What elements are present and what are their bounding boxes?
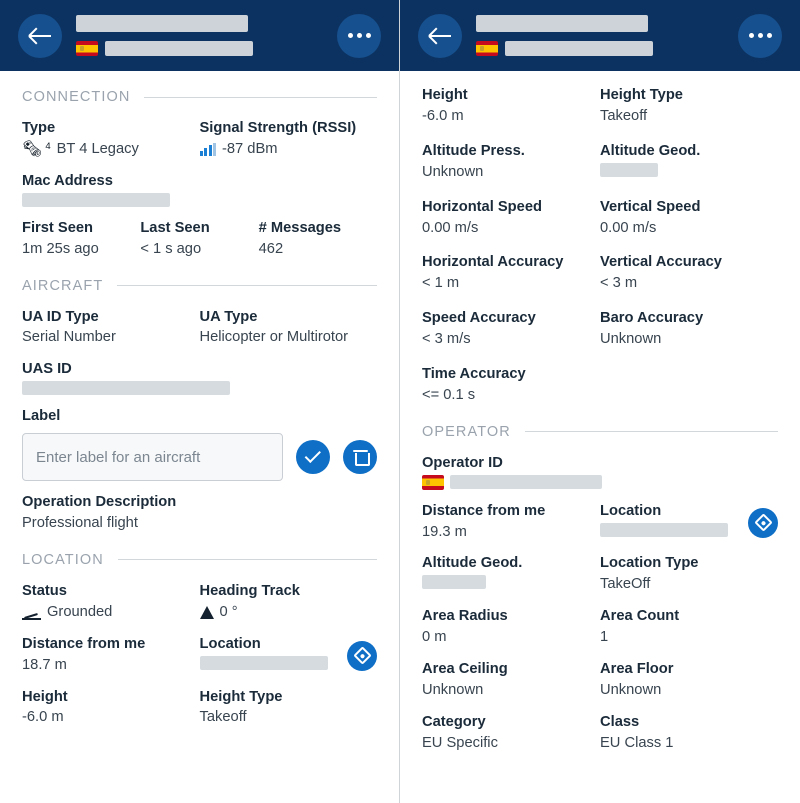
back-button[interactable] [18, 14, 62, 58]
locate-target-icon [353, 647, 371, 665]
field-label: Status [22, 582, 67, 599]
field-value: <= 0.1 s [422, 386, 476, 403]
field-location-type [600, 542, 778, 595]
more-options-icon [348, 33, 371, 38]
field-value-text: -87 dBm [222, 140, 278, 157]
field-value: < 1 s ago [140, 240, 202, 257]
field-value [600, 161, 778, 177]
field-vertical-accuracy [600, 238, 778, 294]
right-pane [400, 0, 800, 803]
field-value-text: BT 4 Legacy [56, 140, 139, 157]
label-input-row [22, 426, 377, 481]
field-value: -6.0 m [22, 709, 64, 726]
app-bar-right [400, 0, 800, 71]
field-label: Location [600, 502, 662, 519]
section-label-location: LOCATION [22, 551, 104, 568]
locate-on-map-button[interactable] [347, 641, 377, 671]
section-divider [525, 431, 778, 432]
grounded-icon [22, 606, 41, 620]
spain-flag-icon [76, 41, 98, 56]
subtitle-row [76, 41, 325, 56]
field-label: Height Type [199, 688, 283, 705]
spain-flag-icon [476, 41, 498, 56]
field-location [200, 623, 378, 676]
field-signal-strength [200, 107, 378, 160]
field-value: Takeoff [600, 107, 648, 124]
field-label: Altitude Geod. [422, 555, 523, 572]
field-value: < 1 m [422, 275, 460, 292]
field-area-radius [422, 595, 600, 648]
more-options-icon [749, 33, 772, 38]
field-label: Type [22, 120, 56, 136]
field-operation-description [22, 481, 377, 534]
field-value: 0.00 m/s [422, 219, 479, 236]
section-divider [144, 97, 377, 98]
field-label: Altitude Geod. [600, 142, 701, 159]
page-title-redacted [76, 15, 248, 32]
back-arrow-icon [429, 35, 451, 37]
section-label-aircraft: AIRCRAFT [22, 277, 104, 294]
field-value: 1m 25s ago [22, 240, 99, 257]
field-altitude-geodetic [422, 542, 600, 595]
section-divider [118, 559, 377, 560]
section-header-aircraft [22, 260, 377, 296]
field-altitude-pressure [422, 127, 600, 183]
field-label: Height Type [600, 87, 683, 103]
title-block [462, 15, 738, 56]
signal-bars-icon [200, 143, 217, 156]
page-subtitle-redacted [505, 41, 653, 56]
field-label: UAS ID [22, 361, 72, 378]
field-label: Label [22, 408, 61, 425]
field-category [422, 701, 600, 754]
bluetooth-icon: 🗞 [22, 140, 43, 158]
field-label: Mac Address [22, 172, 113, 189]
location-fields [22, 570, 377, 728]
field-value: < 3 m [600, 275, 638, 292]
field-distance-from-me [422, 490, 600, 543]
section-header-connection [22, 71, 377, 107]
field-label: Area Radius [422, 608, 508, 625]
field-value-text: Grounded [47, 603, 113, 620]
field-value [22, 379, 377, 395]
field-label: Class [600, 713, 640, 730]
trash-icon [354, 450, 367, 464]
field-first-seen [22, 207, 140, 260]
field-label: Time Accuracy [422, 365, 526, 382]
field-horizontal-accuracy [422, 238, 600, 294]
field-mac-address [22, 160, 377, 207]
field-label: Last Seen [140, 219, 210, 236]
field-status [22, 570, 200, 623]
field-label: UA ID Type [22, 308, 99, 325]
telemetry-fields [422, 71, 778, 406]
field-label: Horizontal Speed [422, 198, 542, 215]
app-bar-left [0, 0, 399, 71]
check-icon [304, 447, 320, 463]
field-speed-accuracy [422, 294, 600, 350]
field-value [22, 138, 200, 160]
field-value [22, 601, 200, 623]
location-redacted [600, 523, 728, 537]
field-value: Helicopter or Multirotor [199, 329, 349, 346]
field-label: Horizontal Accuracy [422, 254, 564, 271]
back-button[interactable] [418, 14, 462, 58]
field-label: Altitude Press. [422, 142, 525, 159]
field-value: Serial Number [22, 329, 116, 346]
operator-fields [422, 442, 778, 754]
field-vertical-speed [600, 183, 778, 239]
aircraft-label-input[interactable] [22, 433, 283, 481]
aircraft-fields [22, 296, 377, 534]
section-header-location [22, 534, 377, 570]
field-value: Unknown [422, 681, 484, 698]
field-label: Vertical Speed [600, 198, 701, 215]
field-time-accuracy [422, 350, 600, 406]
page-title-redacted [476, 15, 648, 32]
field-value [22, 191, 377, 207]
field-area-count [600, 595, 778, 648]
field-heading-track [200, 570, 378, 623]
field-value: TakeOff [600, 576, 651, 593]
field-distance-from-me [22, 623, 200, 676]
field-value: 1 [600, 629, 609, 646]
field-class [600, 701, 778, 754]
field-value: -6.0 m [422, 107, 464, 124]
field-value [200, 138, 378, 160]
field-label: First Seen [22, 219, 94, 236]
field-label: Area Floor [600, 660, 674, 677]
locate-target-icon [754, 513, 772, 531]
field-uas-id [22, 348, 377, 395]
field-label: Distance from me [422, 502, 546, 519]
altitude-geodetic-redacted [422, 575, 486, 589]
locate-on-map-button[interactable] [748, 508, 778, 538]
field-label: Height [22, 688, 68, 705]
field-value [422, 473, 778, 490]
field-height-type [600, 71, 778, 127]
right-pane-body [400, 71, 800, 803]
field-label: Operation Description [22, 494, 177, 511]
location-redacted [200, 656, 328, 670]
mac-address-redacted [22, 193, 170, 207]
field-value: Unknown [600, 681, 662, 698]
field-label: Signal Strength (RSSI) [199, 120, 357, 136]
confirm-label-button[interactable] [296, 440, 330, 474]
field-label: Baro Accuracy [600, 310, 704, 327]
field-label: Vertical Accuracy [600, 254, 722, 271]
north-arrow-icon [200, 606, 214, 619]
field-label-entry [22, 395, 377, 481]
more-options-button[interactable] [337, 14, 381, 58]
altitude-geodetic-redacted [600, 163, 658, 177]
field-baro-accuracy [600, 294, 778, 350]
field-message-count [259, 207, 377, 260]
field-label: Location [199, 635, 261, 652]
field-area-floor [600, 648, 778, 701]
field-value: 19.3 m [422, 523, 467, 540]
field-area-ceiling [422, 648, 600, 701]
field-horizontal-speed [422, 183, 600, 239]
field-value-text: 0 ° [219, 603, 238, 620]
field-label: Location Type [600, 555, 699, 572]
field-operator-id [422, 442, 778, 490]
uas-id-redacted [22, 381, 230, 395]
field-value: Takeoff [199, 709, 247, 726]
field-last-seen [140, 207, 258, 260]
operator-id-redacted [450, 475, 602, 489]
field-label: Area Count [600, 608, 680, 625]
field-label: Category [422, 713, 486, 730]
field-value: Unknown [600, 331, 662, 348]
field-value: 18.7 m [22, 656, 67, 673]
field-value: EU Specific [422, 734, 498, 751]
field-value: EU Class 1 [600, 734, 674, 751]
field-label: Distance from me [22, 635, 146, 652]
field-ua-id-type [22, 296, 200, 349]
field-value: 0 m [422, 629, 447, 646]
field-height [422, 71, 600, 127]
section-header-operator [422, 406, 778, 442]
field-value: Professional flight [22, 515, 138, 532]
field-location [600, 490, 778, 543]
bluetooth-version-sup: 4 [45, 140, 51, 152]
field-label: Speed Accuracy [422, 310, 536, 327]
field-label: Heading Track [199, 582, 300, 599]
back-arrow-icon [29, 35, 51, 37]
field-height-type [200, 676, 378, 729]
field-height [22, 676, 200, 729]
field-ua-type [200, 296, 378, 349]
field-value: Unknown [422, 163, 484, 180]
field-value: 462 [258, 240, 284, 257]
field-label: Operator ID [422, 454, 503, 471]
field-type [22, 107, 200, 160]
field-value: 0.00 m/s [600, 219, 657, 236]
field-label: Area Ceiling [422, 660, 508, 677]
more-options-button[interactable] [738, 14, 782, 58]
field-label: # Messages [258, 219, 342, 236]
section-label-operator: OPERATOR [422, 423, 511, 440]
left-pane-body [0, 71, 399, 803]
spain-flag-icon [422, 475, 444, 490]
connection-fields [22, 107, 377, 260]
section-label-connection: CONNECTION [22, 89, 131, 105]
title-block [62, 15, 337, 56]
field-value [422, 573, 600, 589]
page-subtitle-redacted [105, 41, 253, 56]
delete-label-button[interactable] [343, 440, 377, 474]
field-label: UA Type [199, 308, 258, 325]
field-value [200, 601, 378, 623]
section-divider [117, 285, 377, 286]
subtitle-row [476, 41, 726, 56]
field-value: < 3 m/s [422, 331, 471, 348]
field-label: Height [422, 87, 468, 103]
field-altitude-geodetic [600, 127, 778, 183]
